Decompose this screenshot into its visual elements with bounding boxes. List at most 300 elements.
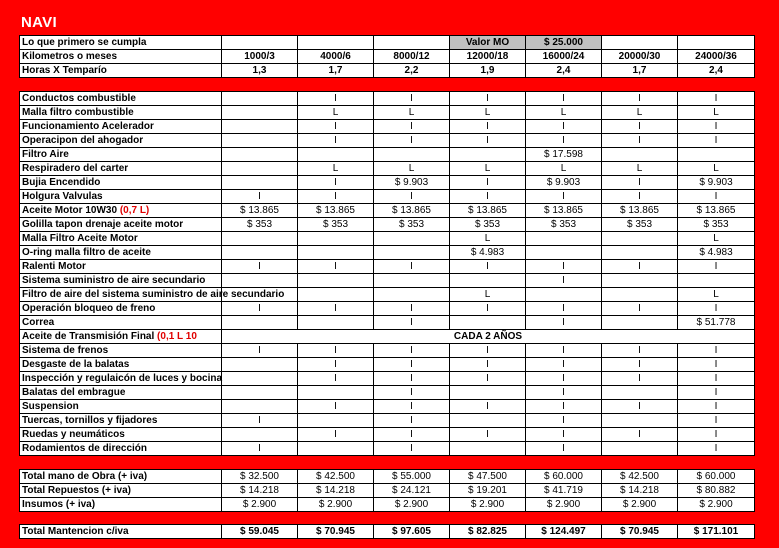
item-cell: I [222, 260, 298, 274]
item-cell: I [602, 344, 678, 358]
item-cell: I [678, 260, 755, 274]
item-cell [526, 288, 602, 302]
item-cell [526, 232, 602, 246]
item-cell: L [450, 288, 526, 302]
totals-cell: $ 47.500 [450, 470, 526, 484]
item-cell: $ 9.903 [374, 176, 450, 190]
item-label [20, 162, 222, 176]
item-label-text: Tuercas, tornillos y fijadores [22, 415, 158, 426]
item-cell: I [526, 274, 602, 288]
item-label-text: Balatas del embrague [22, 387, 126, 398]
item-label-text: Operacipon del ahogador [22, 135, 144, 146]
item-label-text: Ruedas y neumáticos [22, 429, 125, 440]
item-cell: L [526, 106, 602, 120]
totals-cell: $ 2.900 [298, 498, 374, 512]
item-cell: I [678, 120, 755, 134]
horas-cell: 1,7 [298, 64, 374, 78]
item-cell: L [450, 106, 526, 120]
item-cell: I [450, 120, 526, 134]
item-cell [602, 148, 678, 162]
item-cell: I [602, 120, 678, 134]
km-cell: 1000/3 [222, 50, 298, 64]
grand-total-cell: $ 59.045 [222, 525, 298, 539]
page-title: NAVI [21, 14, 57, 31]
item-cell: I [374, 92, 450, 106]
horas-cell: 2,2 [374, 64, 450, 78]
table-row [20, 344, 755, 358]
grand-total-table [19, 524, 755, 539]
item-cell: I [678, 442, 755, 456]
item-cell: I [374, 120, 450, 134]
item-cell: L [374, 162, 450, 176]
maintenance-items-table [19, 91, 755, 456]
item-label-text: Sistema suministro de aire secundario [22, 275, 206, 286]
item-cell: I [602, 92, 678, 106]
item-cell [222, 148, 298, 162]
table-row [20, 92, 755, 106]
item-cell [450, 442, 526, 456]
item-cell: I [602, 400, 678, 414]
item-cell: I [298, 120, 374, 134]
item-cell: I [678, 386, 755, 400]
item-cell: I [298, 190, 374, 204]
totals-cell: $ 2.900 [374, 498, 450, 512]
item-cell: L [678, 162, 755, 176]
item-cell: $ 13.865 [526, 204, 602, 218]
table-row [20, 400, 755, 414]
item-label-text: Bujia Encendido [22, 177, 101, 188]
item-cell: I [526, 414, 602, 428]
totals-row [20, 498, 755, 512]
totals-cell: $ 14.218 [602, 484, 678, 498]
item-cell [222, 358, 298, 372]
horas-cell: 2,4 [678, 64, 755, 78]
item-cell: $ 13.865 [678, 204, 755, 218]
grand-total-cell: $ 97.605 [374, 525, 450, 539]
totals-cell: $ 42.500 [298, 470, 374, 484]
item-cell: $ 353 [602, 218, 678, 232]
item-cell [374, 148, 450, 162]
item-cell [222, 92, 298, 106]
item-cell: I [374, 400, 450, 414]
item-cell [450, 316, 526, 330]
totals-cell: $ 19.201 [450, 484, 526, 498]
item-cell [298, 246, 374, 260]
item-cell: L [678, 232, 755, 246]
item-cell: I [602, 176, 678, 190]
item-cell: L [678, 288, 755, 302]
item-cell: $ 13.865 [298, 204, 374, 218]
item-cell [222, 106, 298, 120]
item-cell: L [602, 106, 678, 120]
km-label: Kilometros o meses [20, 50, 222, 64]
item-label-text: O-ring malla filtro de aceite [22, 247, 151, 258]
item-cell: I [222, 414, 298, 428]
item-cell [374, 232, 450, 246]
item-label [20, 218, 222, 232]
item-cell: I [678, 428, 755, 442]
item-label-text: Malla Filtro Aceite Motor [22, 233, 138, 244]
grand-total-cell: $ 171.101 [678, 525, 755, 539]
item-label [20, 204, 222, 218]
table-row [20, 330, 755, 344]
item-label-text: Suspension [22, 401, 79, 412]
table-row [20, 442, 755, 456]
totals-cell: $ 80.882 [678, 484, 755, 498]
totals-row [20, 484, 755, 498]
item-cell [602, 246, 678, 260]
item-cell: I [526, 386, 602, 400]
item-cell: I [678, 400, 755, 414]
item-cell: I [298, 92, 374, 106]
km-cell: 20000/30 [602, 50, 678, 64]
item-cell: I [298, 358, 374, 372]
table-row [20, 414, 755, 428]
totals-cell: $ 32.500 [222, 470, 298, 484]
km-cell: 4000/6 [298, 50, 374, 64]
horas-label: Horas X Temparío [20, 64, 222, 78]
item-cell [298, 414, 374, 428]
totals-cell: $ 60.000 [678, 470, 755, 484]
item-cell: I [526, 302, 602, 316]
item-cell [222, 162, 298, 176]
header-row-horas [20, 64, 755, 78]
grand-total-cell: $ 70.945 [298, 525, 374, 539]
horas-cell: 1,9 [450, 64, 526, 78]
totals-cell: $ 2.900 [602, 498, 678, 512]
item-cell: I [526, 316, 602, 330]
item-label [20, 330, 222, 344]
valor-mo-label: Valor MO [450, 36, 526, 50]
item-cell [526, 246, 602, 260]
item-cell: I [222, 344, 298, 358]
item-cell: L [450, 162, 526, 176]
item-cell: I [526, 92, 602, 106]
item-cell: I [298, 176, 374, 190]
item-cell: I [450, 428, 526, 442]
item-label [20, 428, 222, 442]
totals-cell: $ 2.900 [526, 498, 602, 512]
grand-total-label: Total Mantencion c/iva [20, 525, 222, 539]
totals-label: Insumos (+ iva) [20, 498, 222, 512]
item-label [20, 442, 222, 456]
item-cell [222, 274, 298, 288]
item-cell [222, 246, 298, 260]
item-label-quantity: (0,1 L 10 [157, 331, 197, 342]
item-label-text: Inspección y regulaicón de luces y bocina [22, 373, 223, 384]
item-cell [602, 274, 678, 288]
totals-cell: $ 2.900 [450, 498, 526, 512]
item-cell: I [298, 400, 374, 414]
item-cell: I [602, 358, 678, 372]
item-cell: I [678, 92, 755, 106]
item-cell: $ 353 [298, 218, 374, 232]
item-label [20, 288, 285, 302]
item-cell: I [298, 302, 374, 316]
item-label-text: Filtro Aire [22, 149, 69, 160]
item-cell: I [374, 134, 450, 148]
item-cell [298, 316, 374, 330]
totals-cell: $ 42.500 [602, 470, 678, 484]
item-cell [374, 288, 450, 302]
item-cell: I [374, 414, 450, 428]
item-label-text: Correa [22, 317, 55, 328]
item-cell: $ 13.865 [602, 204, 678, 218]
item-cell: I [450, 176, 526, 190]
item-label [20, 344, 222, 358]
item-cell: I [298, 344, 374, 358]
priority-label: Lo que primero se cumpla [20, 36, 222, 50]
horas-cell: 1,7 [602, 64, 678, 78]
item-cell [450, 148, 526, 162]
table-row [20, 190, 755, 204]
item-label [20, 358, 222, 372]
table-row [20, 106, 755, 120]
item-label-text: Golilla tapon drenaje aceite motor [22, 219, 184, 230]
item-cell: I [602, 428, 678, 442]
item-label [20, 190, 222, 204]
item-cell: I [602, 372, 678, 386]
item-cell: I [298, 372, 374, 386]
item-cell [450, 386, 526, 400]
item-note: CADA 2 AÑOS [222, 330, 755, 344]
item-label [20, 316, 222, 330]
item-label-text: Conductos combustible [22, 93, 136, 104]
item-cell: L [374, 106, 450, 120]
item-cell: $ 353 [678, 218, 755, 232]
item-cell: $ 13.865 [374, 204, 450, 218]
km-cell: 8000/12 [374, 50, 450, 64]
item-label [20, 414, 222, 428]
table-row [20, 246, 755, 260]
item-cell: L [602, 162, 678, 176]
item-label [20, 386, 222, 400]
item-cell: I [374, 372, 450, 386]
item-cell: I [374, 428, 450, 442]
item-cell [222, 386, 298, 400]
item-cell: I [374, 358, 450, 372]
item-cell: L [678, 106, 755, 120]
item-cell: I [374, 316, 450, 330]
item-label-text: Ralenti Motor [22, 261, 86, 272]
km-cell: 12000/18 [450, 50, 526, 64]
item-cell: I [450, 92, 526, 106]
item-cell: $ 17.598 [526, 148, 602, 162]
item-label [20, 148, 222, 162]
item-cell: I [298, 134, 374, 148]
item-cell [602, 288, 678, 302]
grand-total-row [20, 525, 755, 539]
table-row [20, 302, 755, 316]
item-cell [222, 176, 298, 190]
item-cell [450, 274, 526, 288]
item-cell: I [526, 344, 602, 358]
item-cell [602, 316, 678, 330]
item-cell [450, 414, 526, 428]
item-cell: I [678, 358, 755, 372]
item-cell: I [678, 372, 755, 386]
totals-label: Total Repuestos (+ iva) [20, 484, 222, 498]
totals-cell: $ 24.121 [374, 484, 450, 498]
item-cell: $ 9.903 [678, 176, 755, 190]
item-cell: I [526, 190, 602, 204]
item-label [20, 106, 222, 120]
grand-total-cell: $ 82.825 [450, 525, 526, 539]
header-table [19, 35, 755, 78]
item-cell: I [526, 120, 602, 134]
item-cell: I [602, 134, 678, 148]
item-cell: I [450, 344, 526, 358]
table-row [20, 316, 755, 330]
item-cell: $ 4.983 [678, 246, 755, 260]
item-cell [222, 428, 298, 442]
item-label [20, 260, 222, 274]
item-cell: I [526, 260, 602, 274]
item-cell: I [450, 302, 526, 316]
table-row [20, 218, 755, 232]
table-row [20, 176, 755, 190]
totals-cell: $ 14.218 [222, 484, 298, 498]
item-cell: $ 51.778 [678, 316, 755, 330]
item-cell [222, 316, 298, 330]
item-cell: I [222, 442, 298, 456]
item-cell: $ 353 [374, 218, 450, 232]
item-cell [678, 274, 755, 288]
item-label [20, 92, 222, 106]
item-cell: I [526, 442, 602, 456]
item-cell [602, 442, 678, 456]
item-cell: I [374, 190, 450, 204]
table-row [20, 162, 755, 176]
grand-total-cell: $ 124.497 [526, 525, 602, 539]
item-cell: I [526, 134, 602, 148]
item-cell: I [526, 400, 602, 414]
item-cell: I [526, 358, 602, 372]
table-row [20, 204, 755, 218]
item-cell: I [602, 260, 678, 274]
item-label-quantity: (0,7 L) [119, 205, 150, 216]
item-label-text: Filtro de aire del sistema suministro de aire secundario [22, 289, 285, 300]
item-label [20, 372, 222, 386]
item-cell [222, 400, 298, 414]
item-cell: I [222, 190, 298, 204]
horas-cell: 1,3 [222, 64, 298, 78]
item-cell: I [450, 400, 526, 414]
item-cell: I [678, 302, 755, 316]
item-cell: I [374, 442, 450, 456]
item-cell: I [298, 428, 374, 442]
table-row [20, 288, 755, 302]
item-label-text: Operación bloqueo de freno [22, 303, 156, 314]
item-label-text: Sistema de frenos [22, 345, 109, 356]
table-row [20, 134, 755, 148]
item-cell: L [450, 232, 526, 246]
item-cell [298, 232, 374, 246]
item-cell: I [374, 260, 450, 274]
item-cell [602, 232, 678, 246]
item-label [20, 400, 222, 414]
item-cell: I [374, 386, 450, 400]
item-label-text: Aceite de Transmisión Final [22, 331, 155, 342]
header-row-km [20, 50, 755, 64]
item-label-text: Holgura Valvulas [22, 191, 103, 202]
item-cell: $ 13.865 [222, 204, 298, 218]
item-cell [222, 120, 298, 134]
item-cell: I [374, 302, 450, 316]
item-cell: $ 4.983 [450, 246, 526, 260]
item-cell [298, 274, 374, 288]
table-row [20, 232, 755, 246]
table-row [20, 372, 755, 386]
item-cell: $ 13.865 [450, 204, 526, 218]
item-label-text: Funcionamiento Acelerador [22, 121, 154, 132]
item-cell [222, 232, 298, 246]
item-cell: I [374, 344, 450, 358]
item-label [20, 232, 222, 246]
item-cell: I [450, 190, 526, 204]
header-row-priority [20, 36, 755, 50]
table-row [20, 260, 755, 274]
item-cell [374, 246, 450, 260]
item-cell [602, 414, 678, 428]
horas-cell: 2,4 [526, 64, 602, 78]
item-label-text: Aceite Motor 10W30 [22, 205, 118, 216]
item-label [20, 302, 222, 316]
table-row [20, 148, 755, 162]
item-cell: I [678, 134, 755, 148]
item-cell [374, 274, 450, 288]
item-cell: $ 353 [526, 218, 602, 232]
item-cell: I [450, 134, 526, 148]
item-cell: I [298, 260, 374, 274]
item-cell [222, 134, 298, 148]
item-label-text: Desgaste de la balatas [22, 359, 130, 370]
totals-cell: $ 2.900 [678, 498, 755, 512]
item-cell: I [526, 372, 602, 386]
item-cell: I [450, 260, 526, 274]
item-cell: $ 9.903 [526, 176, 602, 190]
item-cell: I [450, 358, 526, 372]
item-label [20, 120, 222, 134]
totals-cell: $ 60.000 [526, 470, 602, 484]
item-label [20, 176, 222, 190]
item-label [20, 274, 222, 288]
item-cell: I [602, 190, 678, 204]
totals-row [20, 470, 755, 484]
item-cell [298, 288, 374, 302]
totals-table [19, 469, 755, 512]
item-label [20, 134, 222, 148]
item-cell: I [526, 428, 602, 442]
item-cell: I [222, 302, 298, 316]
item-cell [602, 386, 678, 400]
valor-mo-value: $ 25.000 [526, 36, 602, 50]
item-cell: $ 353 [450, 218, 526, 232]
km-cell: 24000/36 [678, 50, 755, 64]
item-label-text: Rodamientos de dirección [22, 443, 148, 454]
km-cell: 16000/24 [526, 50, 602, 64]
item-cell: L [298, 162, 374, 176]
totals-cell: $ 14.218 [298, 484, 374, 498]
totals-cell: $ 2.900 [222, 498, 298, 512]
table-row [20, 386, 755, 400]
item-cell [298, 148, 374, 162]
item-label [20, 246, 222, 260]
grand-total-cell: $ 70.945 [602, 525, 678, 539]
item-cell [298, 442, 374, 456]
item-cell: L [298, 106, 374, 120]
item-cell [298, 386, 374, 400]
